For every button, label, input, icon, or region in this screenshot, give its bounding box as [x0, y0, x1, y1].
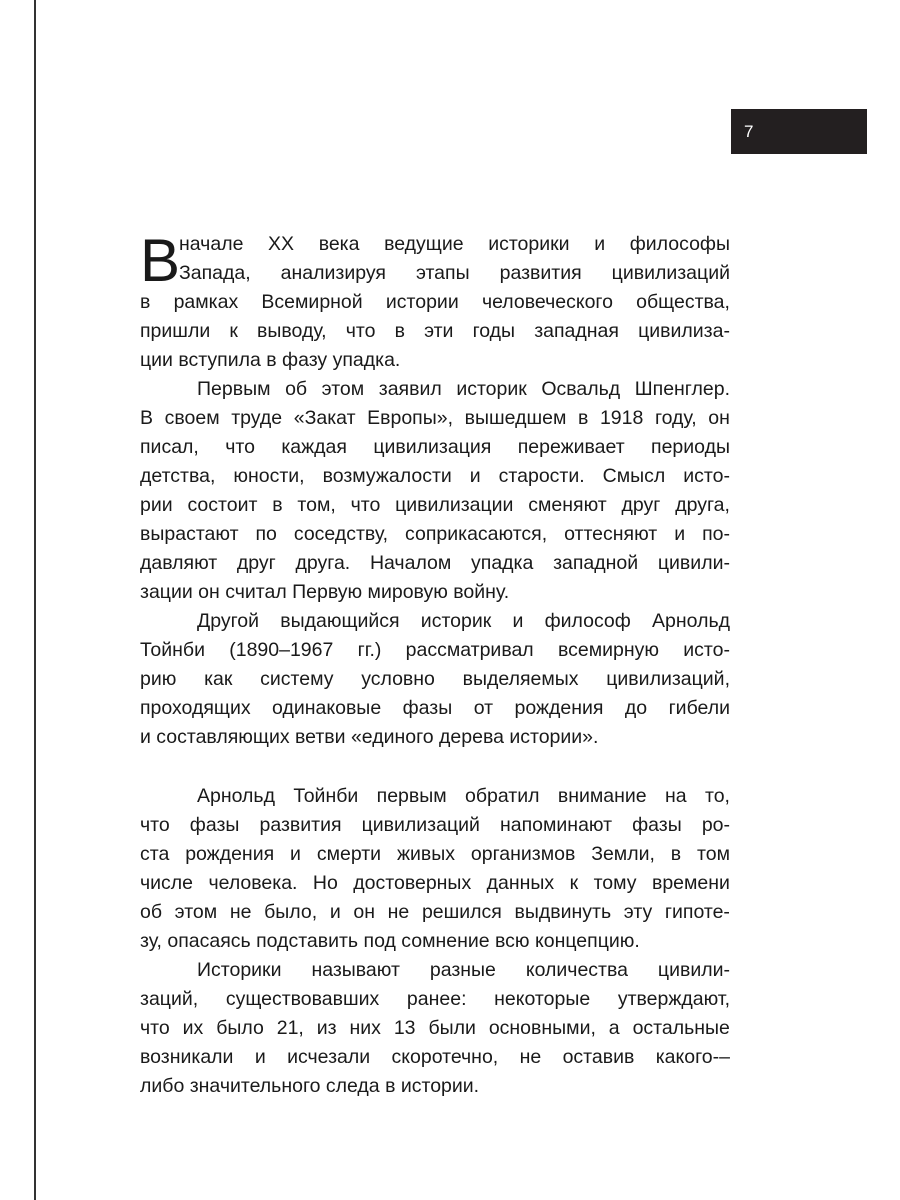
drop-cap: В [140, 227, 181, 294]
text-line: возникали и исчезали скоротечно, не оставив какого-– [140, 1046, 730, 1068]
text-line: В своем труде «Закат Европы», вышедшем в 1918 году, он [140, 407, 730, 429]
paragraph [140, 607, 730, 752]
text-line: проходящих одинаковые фазы от рождения до гибели [140, 697, 730, 719]
text-line: Тойнби (1890–1967 гг.) рассматривал всемирную исто- [140, 639, 730, 661]
text-line: зу, опасаясь подставить под сомнение всю концепцию. [140, 930, 640, 952]
paragraph [140, 956, 730, 1101]
text-line: заций, существовавших ранее: некоторые утверждают, [140, 988, 730, 1010]
text-line: Историки называют разные количества цивили- [197, 959, 730, 981]
page-number: 7 [731, 109, 867, 154]
text-line: что их было 21, из них 13 были основными, а остальные [140, 1017, 730, 1039]
text-line: ции вступила в фазу упадка. [140, 349, 401, 371]
text-line: писал, что каждая цивилизация переживает периоды [140, 436, 730, 458]
paragraph [140, 227, 730, 375]
text-line: либо значительного следа в истории. [140, 1075, 480, 1097]
paragraph [140, 782, 730, 956]
text-line: в рамках Всемирной истории человеческого общества, [140, 291, 730, 313]
text-line: рии состоит в том, что цивилизации сменяют друг друга, [140, 494, 730, 516]
text-line: Запада, анализируя этапы развития цивилизаций [179, 262, 730, 284]
text-line: Другой выдающийся историк и философ Арнольд [197, 610, 730, 632]
text-line: об этом не было, и он не решился выдвинуть эту гипоте- [140, 901, 730, 923]
text-line: Арнольд Тойнби первым обратил внимание на то, [197, 785, 730, 807]
text-line: начале XX века ведущие историки и философы [179, 233, 730, 255]
text-line: ста рождения и смерти живых организмов Земли, в том [140, 843, 730, 865]
text-line: давляют друг друга. Началом упадка западной цивили- [140, 552, 730, 574]
text-line: Первым об этом заявил историк Освальд Шпенглер. [197, 378, 730, 400]
body-text [140, 227, 730, 1101]
text-line: вырастают по соседству, соприкасаются, оттесняют и по- [140, 523, 730, 545]
text-line: что фазы развития цивилизаций напоминают фазы ро- [140, 814, 730, 836]
text-line: детства, юности, возмужалости и старости. Смысл исто- [140, 465, 730, 487]
paragraph [140, 375, 730, 607]
text-line: зации он считал Первую мировую войну. [140, 581, 510, 603]
text-line: рию как систему условно выделяемых цивилизаций, [140, 668, 730, 690]
text-line: числе человека. Но достоверных данных к тому времени [140, 872, 730, 894]
text-line: пришли к выводу, что в эти годы западная цивилиза- [140, 320, 730, 342]
section-gap [140, 752, 730, 782]
binding-rule [34, 0, 36, 1200]
text-line: и составляющих ветви «единого дерева истории». [140, 726, 599, 748]
